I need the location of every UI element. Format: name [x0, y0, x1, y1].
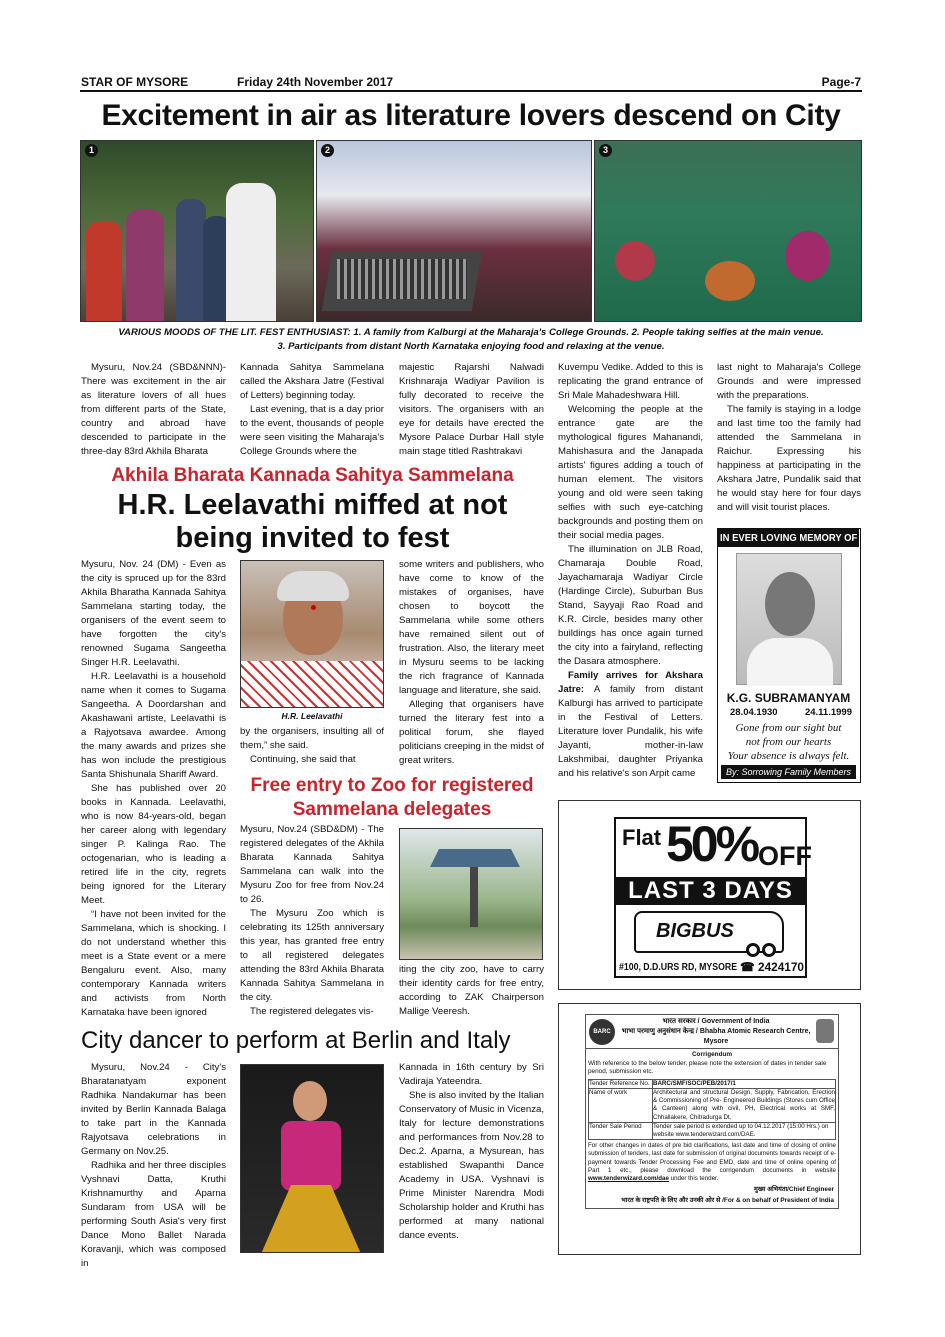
cell: Tender Reference No. [589, 1079, 653, 1088]
photo-number: 3 [599, 144, 612, 157]
paper-name: STAR OF MYSORE [81, 75, 189, 89]
death-date: 24.11.1999 [804, 707, 852, 718]
leelavathi-headline: being invited to fest [175, 522, 450, 554]
memorial-notice [717, 528, 861, 783]
photo-participants-relaxing [594, 140, 862, 322]
paragraph: She is also invited by the Italian Conservatory of Music in Vicenza, Italy for lecture demonstrations and performances from Nov.28 to Dec.2. Aparna, a Mysurean, has established Swapanthi Dance Academy in USA. Vyshnavi is Prime Minister Narendra Modi Scholarship holder and Kruthi has performed at many national dance events. [399, 1090, 544, 1241]
memorial-name: K.G. SUBRAMANYAM [726, 691, 851, 705]
photo-caption [80, 326, 862, 354]
ad-percent: 50% [666, 816, 758, 872]
lead-headline: Excitement in air as literature lovers descend on City [101, 99, 841, 132]
ad-line: भाभा परमाणु अनुसंधान केन्द्र / Bhabha Atomic Research Centre, [621, 1028, 811, 1035]
barc-tender-ad [558, 1003, 861, 1255]
paragraph: Welcoming the people at the entrance gate are the mythological figures Mahanandi, Mahishasura and the Janapada artists' figures adding a touch of human element. The visitors young and old were seen taking selfies with such eye-catching backgrounds and posting them on their social media pages. [558, 404, 703, 541]
leelavathi-col-3 [399, 558, 544, 768]
paragraph: Kuvempu Vedike. Added to this is replicating the grand entrance of Sri Male Mahadeshwara Hill. [558, 362, 703, 401]
paragraph: Last evening, that is a day prior to the event, thousands of people were seen visiting the Maharaja's College Grounds where the [240, 404, 384, 457]
caption-line: VARIOUS MOODS OF THE LIT. FEST ENTHUSIAST: 1. A family from Kalburgi at the Maharaja's College Grounds. 2. People taking selfies at the main venue. [118, 327, 824, 338]
ad-line: Mysore [703, 1038, 729, 1045]
tender-table [588, 1079, 836, 1140]
subhead: Family arrives for Akshara Jatre: [558, 670, 703, 695]
paragraph: Kannada Sahitya Sammelana called the Akshara Jatre (Festival of Letters) beginning today. [240, 362, 384, 401]
leelavathi-col-2 [240, 725, 384, 767]
ad-line: भारत सरकार / Government of India [662, 1018, 770, 1025]
verse-line: Gone from our sight but [735, 722, 842, 734]
paragraph: The registered delegates vis- [250, 1006, 374, 1017]
paragraph: Continuing, she said that [250, 754, 356, 765]
dancer-headline: City dancer to perform at Berlin and Italy [81, 1027, 511, 1054]
dancer-col-1 [81, 1061, 226, 1271]
ad-phone: ☎ 2424170 [740, 960, 804, 974]
ad-signatory: मुख्य अभियंता/Chief Engineer [754, 1186, 834, 1194]
memorial-portrait [736, 553, 842, 685]
paragraph: Mysuru, Nov.24 (SBD&DM) - The registered delegates of the Akhila Bharata Kannada Sahitya Sammelana can walk into the Mysuru Zoo for free from Nov.24 to 26. [240, 824, 384, 905]
ad-body-text: For other changes in dates of pre bid clarifications, last date and time of closing of online submission of tenders, last date for submission of original documents towards receipt of e-payment towards Tender Processing Fee and EMD, date and time of online opening of Part 1 etc., please download the corrigendum documents in website [588, 1142, 836, 1174]
ad-brand: BIGBUS [656, 920, 734, 942]
ad-address: #100, D.D.URS RD, MYSORE [619, 962, 738, 973]
cell: Name of work [589, 1088, 653, 1122]
zoo-headline: Free entry to Zoo for registered [250, 775, 534, 796]
lead-col-5 [717, 361, 861, 515]
tender-link[interactable]: www.tenderwizard.com/dae [588, 1175, 669, 1183]
caption-line: 3. Participants from distant North Karnataka enjoying food and relaxing at the venue. [277, 341, 665, 352]
memorial-verse [720, 721, 857, 763]
memorial-title: IN EVER LOVING MEMORY OF [720, 532, 858, 544]
paragraph: Mysuru, Nov.24 - City's Bharatanatyam exponent Radhika Nandakumar has been invited by Berlin Kannada Balaga to take part in the Kannada Rajyotsava celebrations in Germany on Nov.25. [81, 1062, 226, 1157]
paragraph: Mysuru, Nov. 24 (DM) - Even as the city is spruced up for the 83rd Akhila Bharatha Kannada Sahitya Sammelana starting today, the organisers of the event seem to have forgotten the city's renowned Sugama Sangeetha Singer H.R. Leelavathi. [81, 559, 226, 668]
dancer-photo [240, 1064, 384, 1253]
photo-main-venue [316, 140, 592, 322]
leelavathi-photo-caption: H.R. Leelavathi [281, 711, 343, 721]
barc-logo: BARC [589, 1019, 615, 1045]
ad-body-text: under this tender. [668, 1175, 719, 1183]
paragraph: The Mysuru Zoo which is celebrating its 125th anniversary this year, has granted free entry to all registered delegates attending the 83rd Akhila Bharata Kannada Sahitya Sammelana in the city. [240, 908, 384, 1003]
paragraph: H.R. Leelavathi is a household name when it comes to Sugama Sangeetha. A Doordarshan and Akashawani artiste, Leelavathi is a Rajyotsava awardee. Among the many awards and prizes she has won include the prestigious Santa Shishunala Shariff Award. [81, 671, 226, 780]
page-number: Page-7 [821, 75, 861, 89]
birth-date: 28.04.1930 [730, 707, 778, 718]
ad-last-days: LAST 3 DAYS [616, 877, 805, 905]
ad-body [586, 1142, 838, 1183]
verse-line: Your absence is always felt. [727, 750, 850, 762]
paragraph: Radhika and her three disciples Vyshnavi Datta, Kruthi Krishnamurthy and Aparna Sundaram from USA will be performing South Asia's very first Dance Mono Ballet Narada Koravanji, which was composed in [81, 1160, 226, 1269]
paragraph: The illumination on JLB Road, Chamaraja Double Road, Jayachamaraja Wadiyar Circle (Hardinge Circle), Suburban Bus Stand, Sayyaji Rao Road and K.R. Circle, besides many other buildings has once again turned the city into a fairyland, reflecting the Dasara atmosphere. [558, 544, 703, 667]
zoo-col-2 [240, 823, 384, 1019]
paragraph: majestic Rajarshi Nalwadi Krishnaraja Wadiyar Pavilion is fully decorated to receive the visitors. The organisers with an eye for details have erected the Mysore Palace Durbar Hall style main stage titled Rashtrakavi [399, 362, 544, 457]
paragraph: last night to Maharaja's College Grounds and were impressed with the preparations. [717, 362, 861, 401]
issue-date: Friday 24th November 2017 [237, 75, 394, 89]
cell: Tender sale period is extended up to 04.12.2017 (15:00 Hrs.) on website www.tenderwizard.com/DAE. [653, 1122, 836, 1139]
photo-family-kalburgi [80, 140, 314, 322]
cell: BARC/SMF/SOC/PEB/2017/1 [653, 1079, 836, 1088]
emblem-icon [816, 1019, 834, 1043]
photo-number: 2 [321, 144, 334, 157]
dancer-col-3 [399, 1061, 544, 1243]
bus-icon [634, 911, 784, 953]
paragraph: The family is staying in a lodge and last time too the family had attended the Sammelana in Raichur. Expressing his happiness at participating in the Akshara Jatre, Pundalik said that he would stay here for four days and will visit tourist places. [717, 404, 861, 513]
ad-flat: Flat [622, 825, 662, 850]
leelavathi-photo [240, 560, 384, 708]
zoo-photo [399, 828, 543, 960]
lead-col-3 [399, 361, 544, 459]
paragraph: Alleging that organisers have turned the literary fest into a political forum, she flayed politicians creeping in the midst of great writers. [399, 699, 544, 766]
lead-col-4 [558, 361, 703, 781]
ad-off: OFF [758, 841, 812, 871]
leelavathi-kicker: Akhila Bharata Kannada Sahitya Sammelana [111, 465, 514, 486]
leelavathi-col-1 [81, 558, 226, 1020]
zoo-headline: Sammelana delegates [292, 799, 492, 820]
masthead-rule [80, 90, 862, 92]
cell: Architectural and structural Design, Supply, Fabrication, Erection & Commissioning of Pre- Engineered Buildings (Stores cum Office & Canteen) along with civil, PH, Electrical works at SMF, Chhallakere, Chitradurga Dt. [653, 1088, 835, 1121]
photo-number: 1 [85, 144, 98, 157]
bigbus-ad [558, 800, 861, 990]
lead-col-2 [240, 361, 384, 459]
cell: Tender Sale Period [589, 1122, 653, 1139]
verse-line: not from our hearts [745, 736, 832, 748]
ad-on-behalf: भारत के राष्ट्रपति के लिए और उनकी ओर से /For & on behalf of President of India [621, 1196, 834, 1204]
ad-intro: With reference to the below tender, please note the extension of dates in tender sale period, submission etc. [588, 1059, 827, 1076]
paragraph: She has published over 20 books in Kannada. Leelavathi, who is now 84-years-old, began her career along with legendary singer P. Kalinga Rao. The octogenarian, who is leading a retired life in the city, regrets being ignored for the Literary Meet. [81, 783, 226, 906]
paragraph: Kannada in 16th century by Sri Vadiraja Yateendra. [399, 1062, 544, 1087]
ad-title: Corrigendum [691, 1051, 733, 1058]
paragraph: “I have not been invited for the Sammelana, which is shocking. I do not understand whether this meet is a State event or a mere Bengaluru event. Also, many contemporary Kannada writers and activists from North Karnataka have been ignored [81, 909, 226, 1018]
zoo-col-3 [399, 963, 544, 1019]
paragraph: iting the city zoo, have to carry their identity cards for free entry, according to ZAK Chairperson Mallige Veeresh. [399, 964, 544, 1017]
memorial-by: By: Sorrowing Family Members [725, 767, 852, 777]
leelavathi-headline: H.R. Leelavathi miffed at not [117, 489, 508, 521]
paragraph: Mysuru, Nov.24 (SBD&NNN)- There was excitement in the air as literature lovers of all hues from different parts of the State, country and abroad have descended to participate in the three-day 83rd Akhila Bharata [81, 362, 226, 457]
paragraph: by the organisers, insulting all of them,” she said. [240, 726, 384, 751]
paragraph: some writers and publishers, who have come to know of the mistakes of organises, have chosen to boycott the Sammelana while some others have remained silent out of frustration. Also, the literary meet in Mysuru seems to be lacking the rich fragrance of Kannada language and literature, she said. [399, 559, 544, 696]
paragraph: A family from distant Kalburgi has arrived to participate in the Festival of Letters. Literature lover Pundalik, his wife Jayanti, mother-in-law Lakshmibai, daughter Priyanka and his relative's son Arpit came [558, 684, 703, 779]
lead-col-1 [81, 361, 226, 459]
